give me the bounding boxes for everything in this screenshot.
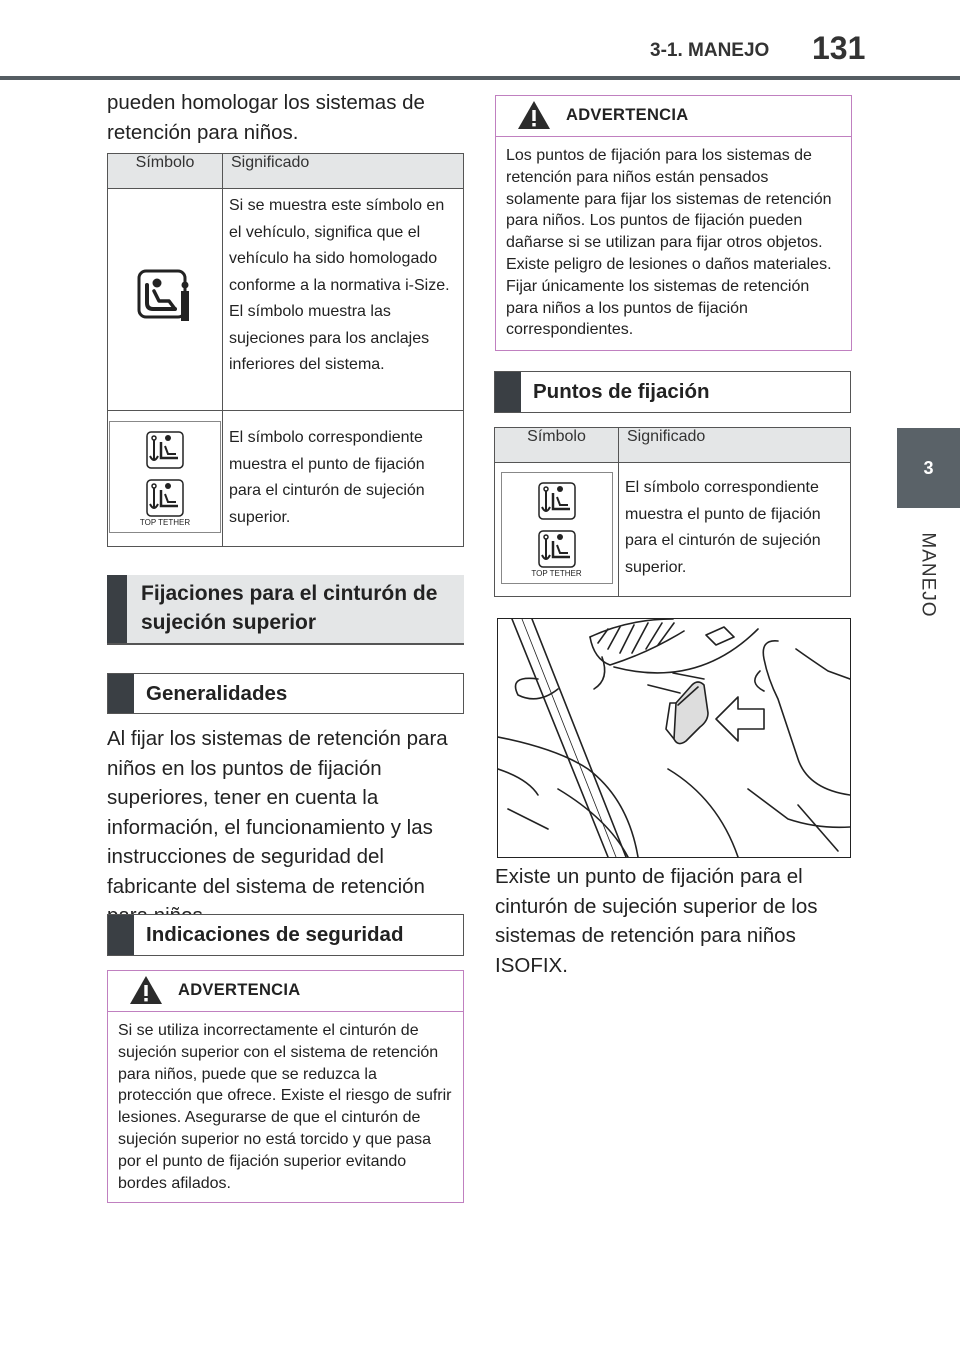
anchor-point-illustration xyxy=(497,618,851,858)
table-row-meaning: Si se muestra este símbolo en el vehículo, significa que el vehículo ha sido homologado conforme a la normativa i-Size. El símbolo muestra las sujeciones para los anclajes inferiores del sistema. xyxy=(223,189,464,411)
col-symbol: Símbolo xyxy=(495,428,619,463)
warning-text: Los puntos de fijación para los sistemas de retención para niños están pensados solamente para fijar los sistemas de retención para niños. Los puntos de fijación pueden dañarse si se utilizan para fijar otros objetos. Existe peligro de lesiones o daños materiales. Fijar únicamente los sistemas de retención para niños a los puntos de fijación correspondientes. xyxy=(506,147,832,339)
symbol-table-2 xyxy=(494,427,851,597)
subsection-heading-bar xyxy=(108,674,134,713)
top-tether-icon xyxy=(109,421,221,533)
subsection-heading-seguridad xyxy=(107,914,464,956)
page-number: 131 xyxy=(812,30,866,66)
section-heading-bar xyxy=(107,575,127,643)
chapter-tab-number: 3 xyxy=(897,428,960,508)
warning-icon xyxy=(516,99,552,131)
warning-icon xyxy=(128,974,164,1006)
col-meaning: Significado xyxy=(223,154,464,189)
col-symbol: Símbolo xyxy=(108,154,223,189)
section-heading-text: Fijaciones para el cinturón de sujeción superior xyxy=(141,582,438,634)
icon-caption: TOP TETHER xyxy=(531,568,582,578)
subsection-heading-bar xyxy=(108,915,134,955)
warning-header xyxy=(108,971,463,1012)
subsection-heading-text: Generalidades xyxy=(146,681,288,705)
warning-box-left xyxy=(107,970,464,1203)
subsection-heading-puntos xyxy=(494,371,851,413)
isize-seat-icon xyxy=(137,269,193,325)
col-meaning: Significado xyxy=(619,428,851,463)
warning-header xyxy=(496,96,851,137)
table-row-meaning: El símbolo correspondiente muestra el punto de fijación para el cinturón de sujeción superior. xyxy=(223,411,464,547)
section-heading xyxy=(107,575,464,645)
subsection-heading-bar xyxy=(495,372,521,412)
section-title: 3-1. MANEJO xyxy=(650,40,770,61)
header-rule xyxy=(0,76,960,80)
subsection-heading-text: Indicaciones de seguridad xyxy=(146,923,404,946)
top-tether-icon xyxy=(501,472,613,584)
subsection-heading-generalidades xyxy=(107,673,464,714)
table-row-icon-cell xyxy=(108,411,223,547)
general-text: Al fijar los sistemas de retención para niños en los puntos de fijación superiores, tener en cuenta la información, el funcionamiento y las instrucciones de seguridad del fabricante del sistema de retención xyxy=(107,727,448,898)
illustration-caption: Existe un punto de fijación para el cinturón de sujeción superior de los sistemas de retención para niños ISOFIX. xyxy=(495,865,818,977)
warning-box-right xyxy=(495,95,852,351)
subsection-heading-text: Puntos de fijación xyxy=(533,380,710,403)
icon-caption: TOP TETHER xyxy=(139,517,191,527)
warning-label: ADVERTENCIA xyxy=(566,106,689,124)
warning-label: ADVERTENCIA xyxy=(178,981,301,999)
intro-text: pueden homologar los sistemas de retención para niños. xyxy=(107,91,425,144)
warning-text: Si se utiliza incorrectamente el cinturón de sujeción superior con el sistema de retención para niños, puede que se reduzca la protección que ofrece. Existe el riesgo de sufrir lesiones. Asegurarse de que el cinturón de sujeción superior no está torcido y que pasa por el punto de fijación superior evitando bordes afilados. xyxy=(118,1022,452,1192)
symbol-table-1 xyxy=(107,153,464,547)
chapter-tab-label: MANEJO xyxy=(918,532,939,618)
table-row-icon-cell xyxy=(495,463,619,597)
table-row-icon-cell xyxy=(108,189,223,411)
table-row-meaning: El símbolo correspondiente muestra el punto de fijación para el cinturón de sujeción superior. xyxy=(619,463,851,597)
